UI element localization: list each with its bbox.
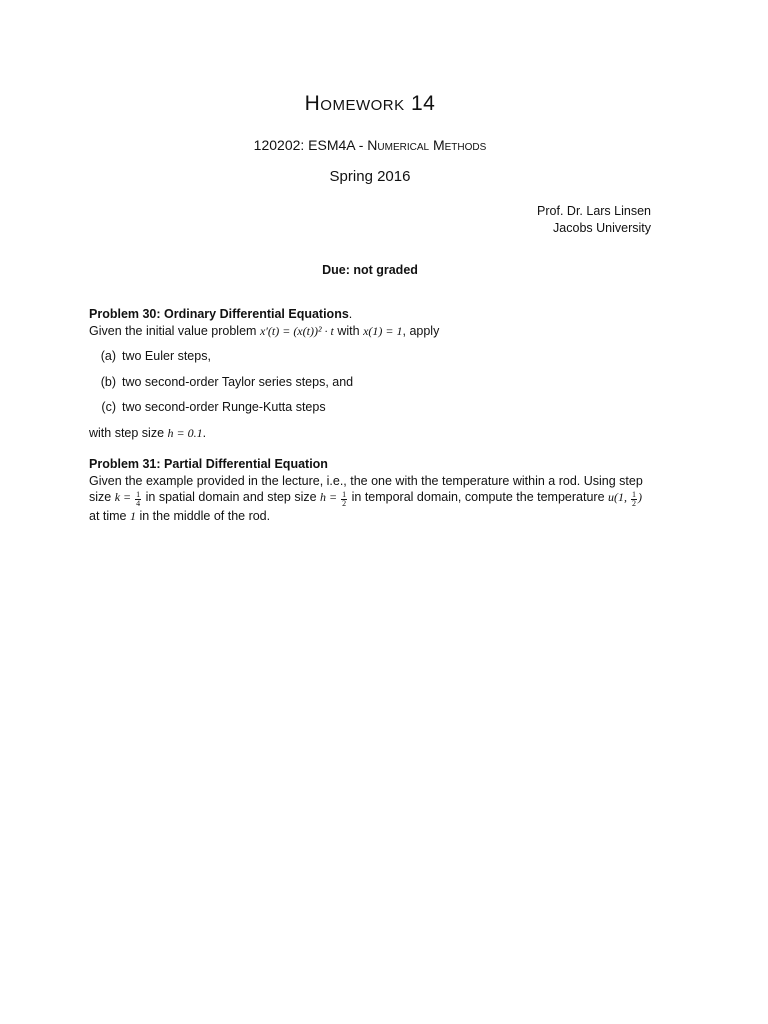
problem-30-intro (89, 323, 651, 340)
fraction-numerator: 1 (342, 490, 347, 499)
fraction-numerator: 1 (632, 490, 636, 499)
step-size-text: with step size (89, 425, 168, 440)
semester: Spring 2016 (329, 168, 411, 185)
k-fraction (135, 491, 141, 508)
list-item (89, 399, 651, 415)
body-text: Given the example provided in the lecture, i.e., the one with the temperature within a rod. Using step size (89, 473, 643, 504)
u-close: ) (638, 490, 642, 504)
problem-30-heading (89, 306, 651, 323)
u-fraction (631, 491, 637, 508)
body-text: at time (89, 509, 130, 523)
h-fraction (341, 491, 347, 508)
h-label: h = (320, 490, 341, 504)
initial-condition: x(1) = 1 (363, 323, 403, 338)
problem-31 (89, 456, 651, 525)
k-label: k = (114, 490, 135, 504)
body-text: in the middle of the rod. (136, 509, 271, 523)
fraction-denominator: 2 (342, 499, 347, 508)
problem-30-items (89, 348, 651, 415)
due-date: Due: not graded (322, 263, 418, 277)
problem-30-title-punct: . (348, 307, 353, 321)
problem-31-title: Problem 31: Partial Differential Equation (89, 457, 328, 471)
author-block (89, 203, 651, 237)
item-text: two second-order Runge-Kutta steps (122, 400, 326, 414)
h-expression (320, 490, 348, 508)
problem-31-body (89, 473, 651, 525)
item-text: two Euler steps, (122, 349, 211, 363)
k-expression (114, 490, 142, 508)
item-label: (a) (100, 349, 116, 363)
list-item (89, 348, 651, 364)
u-expression (608, 490, 642, 508)
step-size-line (89, 425, 651, 442)
problem-30 (89, 306, 651, 441)
u-open: u(1, (608, 490, 630, 504)
homework-title: Homework 14 (304, 92, 436, 115)
step-size-punct: . (202, 425, 207, 440)
item-label: (b) (100, 374, 116, 389)
ode-equation: x′(t) = (x(t))² · t (259, 323, 334, 338)
list-item (89, 374, 651, 390)
body-text: in temporal domain, compute the temperature (348, 490, 608, 504)
item-text: two second-order Taylor series steps, and (122, 374, 354, 389)
fraction-denominator: 4 (136, 499, 141, 508)
time-value: 1 (130, 509, 136, 523)
problem-30-title: Problem 30: Ordinary Differential Equations (89, 307, 349, 321)
intro-text: , apply (402, 323, 440, 338)
intro-text: Given the initial value problem (89, 323, 260, 338)
course-name: 120202: ESM4A - Numerical Methods (253, 137, 487, 153)
intro-text: with (333, 323, 364, 338)
item-label: (c) (101, 400, 116, 414)
fraction-denominator: 2 (632, 499, 636, 508)
document-page (89, 0, 651, 1024)
fraction-numerator: 1 (136, 490, 141, 499)
body-text: in spatial domain and step size (142, 490, 321, 504)
step-size-math: h = 0.1 (167, 425, 203, 440)
author-name: Prof. Dr. Lars Linsen (537, 204, 651, 218)
author-affiliation: Jacobs University (553, 221, 651, 235)
